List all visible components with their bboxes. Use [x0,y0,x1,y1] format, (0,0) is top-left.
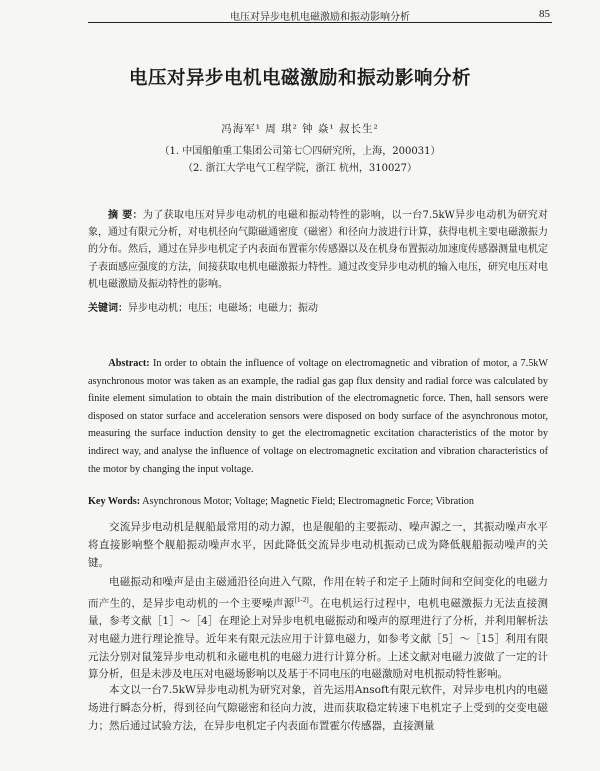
affiliation-2: （2. 浙江大学电气工程学院，浙江 杭州，310027） [182,163,418,174]
affiliation-1: （1. 中国船舶重工集团公司第七〇四研究所，上海，200031） [159,146,441,157]
running-header [88,8,552,23]
page-number: 85 [539,8,550,20]
keywords-en-label: Key Words: [88,496,141,507]
citation-ref: [1-2] [294,595,309,604]
body-p2-part-a: 电磁振动和噪声是由主磁通沿径向进入气隙，作用在转子和定子上随时间和空间变化的电磁力而产生的，是异步电动机的一个主要噪声源 [88,576,548,610]
keywords-english [88,493,548,510]
abstract-chinese [88,207,548,293]
body-paragraph-1: 交流异步电动机是舰船最常用的动力源，也是舰船的主要振动、噪声源之一，其振动噪声水平将直接影响整个舰船振动噪声水平，因此降低交流异步电动机振动已成为降低舰船振动噪声的关键。 [88,521,548,569]
paper-title: 电压对异步电机电磁激励和振动影响分析 [128,68,471,89]
abstract-en-text: In order to obtain the influence of voltage on electromagnetic and vibration of motor, a 7.5kW asynchronous motor was taken as an example, the radial gas gap flux density and radial force was calculated by finite element simulation to obtain the main distribution of the electromagnetic force. Then, hall sensors were disposed on stator surface and acceleration sensors were disposed on body surface of the asynchronous motor, measuring the surface induction density to get the electromagnetic excitation characteristics of the motor by indirect way, and analyse the influence of voltage on electromagnetic excitation and vibration characteristics of the motor by changing the input voltage. [88,358,548,475]
body-p2-part-b: 。在电机运行过程中，电机电磁激振力无法直接测量，参考文献［1］～［4］在理论上对异步电机电磁振动和噪声的原理进行了分析，并利用解析法对电磁力进行理论推导。近年来有限元法应用于计算电磁力，如参考文献［5］～［15］利用有限元法分别对鼠笼异步电动机和永磁电机的电磁力进行计算分析。上述文献对电磁力波做了一定的计算分析，但是未涉及电压对电磁场影响以及基于不同电压的电磁激励对电机振动特性影响。 [88,597,549,681]
abstract-english [88,355,548,478]
abstract-zh-label: 摘 要： [108,210,143,221]
abstract-zh-text: 为了获取电压对异步电动机的电磁和振动特性的影响，以一台7.5kW异步电动机为研究对象，通过有限元分析，对电机径向气隙磁通密度（磁密）和径向力波进行计算，获得电机主要电磁激振力的分布。然后，通过在异步电机定子内表面布置霍尔传感器以及在机身布置振动加速度传感器测量电机定子表面感应强度的方法，间接获取电机电磁激振力特性。通过改变异步电动机的输入电压，研究电压对电机电磁激励及振动特性的影响。 [88,210,549,290]
body-paragraph-3: 本文以一台7.5kW异步电动机为研究对象，首先运用Ansoft有限元软件，对异步电机内的电磁场进行瞬态分析，得到径向气隙磁密和径向力波，进而获取稳定转速下电机定子上受到的交变电磁力；然后通过试验方法，在异步电机定子内表面布置霍尔传感器，直接测量 [88,684,548,732]
author-list: 冯海军¹ 周 琪² 钟 焱¹ 叔长生² [221,123,379,135]
keywords-en-text: Asynchronous Motor; Voltage; Magnetic Field; Electromagnetic Force; Vibration [142,496,474,507]
body-paragraph-2 [88,574,548,684]
keywords-zh-text: 异步电动机；电压；电磁场；电磁力；振动 [128,303,318,314]
keywords-chinese [88,300,548,317]
keywords-zh-label: 关键词： [88,303,128,314]
running-title: 电压对异步电机电磁激励和振动影响分析 [230,12,410,23]
abstract-en-label: Abstract: [108,358,150,369]
